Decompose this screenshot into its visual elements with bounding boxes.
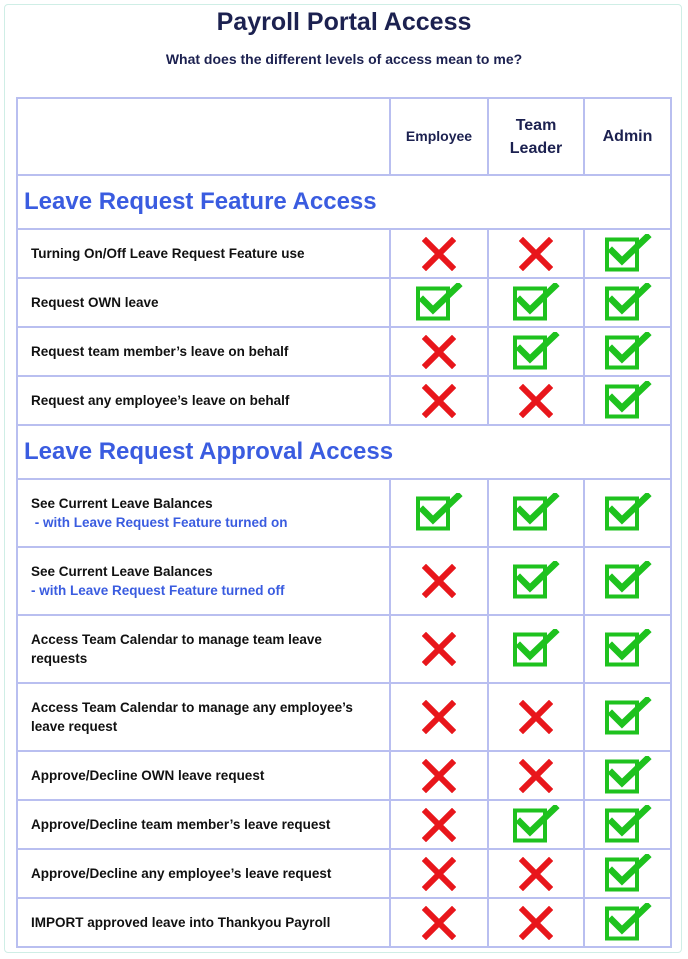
- table-row: [17, 479, 671, 547]
- check-icon: [604, 767, 652, 784]
- access-cell-team-leader: [488, 479, 584, 547]
- check-icon: [604, 392, 652, 409]
- feature-cell: [17, 327, 390, 376]
- feature-label: See Current Leave Balances: [31, 496, 213, 511]
- access-cell-team-leader: [488, 547, 584, 615]
- access-cell-admin: [584, 547, 671, 615]
- table-row: [17, 849, 671, 898]
- cross-icon: [422, 708, 456, 725]
- table-row: [17, 547, 671, 615]
- feature-note: - with Leave Request Feature turned off: [31, 583, 285, 598]
- table-row: [17, 229, 671, 278]
- header-row: [17, 98, 671, 175]
- access-cell-employee: [390, 327, 488, 376]
- cross-icon: [519, 245, 553, 262]
- table-row: [17, 683, 671, 751]
- feature-label: Request any employee’s leave on behalf: [31, 393, 290, 408]
- cross-icon: [422, 914, 456, 931]
- access-cell-team-leader: [488, 800, 584, 849]
- access-cell-employee: [390, 479, 488, 547]
- feature-cell: [17, 376, 390, 425]
- feature-label: Request team member’s leave on behalf: [31, 344, 289, 359]
- column-header-admin: Admin: [584, 98, 671, 175]
- access-cell-employee: [390, 278, 488, 327]
- feature-cell: [17, 849, 390, 898]
- check-icon: [512, 504, 560, 521]
- feature-cell: [17, 898, 390, 947]
- access-cell-team-leader: [488, 376, 584, 425]
- feature-note: - with Leave Request Feature turned on: [31, 515, 288, 530]
- cross-icon: [422, 767, 456, 784]
- access-cell-admin: [584, 479, 671, 547]
- access-cell-team-leader: [488, 327, 584, 376]
- check-icon: [512, 640, 560, 657]
- check-icon: [512, 294, 560, 311]
- access-cell-employee: [390, 898, 488, 947]
- table-row: [17, 376, 671, 425]
- column-header-team-leader-line2: Leader: [509, 139, 563, 157]
- cross-icon: [519, 708, 553, 725]
- page-title: Payroll Portal Access: [216, 8, 472, 36]
- access-cell-team-leader: [488, 278, 584, 327]
- access-cell-admin: [584, 278, 671, 327]
- feature-cell: [17, 479, 390, 547]
- access-cell-admin: [584, 849, 671, 898]
- cross-icon: [422, 865, 456, 882]
- access-cell-team-leader: [488, 751, 584, 800]
- section-header-row: [17, 175, 671, 229]
- cross-icon: [519, 392, 553, 409]
- access-cell-team-leader: [488, 849, 584, 898]
- feature-cell: [17, 751, 390, 800]
- table-row: [17, 751, 671, 800]
- access-cell-team-leader: [488, 898, 584, 947]
- cross-icon: [422, 245, 456, 262]
- access-cell-admin: [584, 683, 671, 751]
- cross-icon: [422, 392, 456, 409]
- feature-label: Approve/Decline OWN leave request: [31, 768, 265, 783]
- feature-cell: [17, 683, 390, 751]
- access-cell-admin: [584, 800, 671, 849]
- check-icon: [415, 294, 463, 311]
- access-cell-team-leader: [488, 229, 584, 278]
- table-row: [17, 898, 671, 947]
- check-icon: [512, 343, 560, 360]
- section-header-row: [17, 425, 671, 479]
- check-icon: [604, 914, 652, 931]
- access-cell-admin: [584, 376, 671, 425]
- check-icon: [512, 572, 560, 589]
- table-row: [17, 800, 671, 849]
- cross-icon: [519, 865, 553, 882]
- access-cell-employee: [390, 229, 488, 278]
- check-icon: [604, 294, 652, 311]
- access-cell-admin: [584, 751, 671, 800]
- check-icon: [512, 816, 560, 833]
- cross-icon: [422, 343, 456, 360]
- column-header-employee: Employee: [390, 98, 488, 175]
- check-icon: [604, 572, 652, 589]
- check-icon: [604, 343, 652, 360]
- column-header-team-leader-line1: Team: [515, 116, 557, 134]
- access-cell-employee: [390, 800, 488, 849]
- check-icon: [604, 816, 652, 833]
- cross-icon: [422, 640, 456, 657]
- table-row: [17, 327, 671, 376]
- table-row: [17, 615, 671, 683]
- access-cell-team-leader: [488, 615, 584, 683]
- access-cell-employee: [390, 683, 488, 751]
- access-cell-admin: [584, 898, 671, 947]
- feature-label: Turning On/Off Leave Request Feature use: [31, 246, 305, 261]
- header-blank-cell: [17, 98, 390, 175]
- cross-icon: [519, 767, 553, 784]
- feature-cell: [17, 547, 390, 615]
- cross-icon: [519, 914, 553, 931]
- page-subtitle: What does the different levels of access mean to me?: [165, 51, 523, 67]
- check-icon: [604, 640, 652, 657]
- section-title: Leave Request Feature Access: [17, 175, 671, 229]
- access-table: [16, 97, 672, 948]
- feature-cell: [17, 278, 390, 327]
- access-cell-employee: [390, 849, 488, 898]
- cross-icon: [422, 816, 456, 833]
- cross-icon: [422, 572, 456, 589]
- feature-label: Approve/Decline team member’s leave request: [31, 817, 331, 832]
- check-icon: [604, 865, 652, 882]
- section-title: Leave Request Approval Access: [17, 425, 671, 479]
- table-row: [17, 278, 671, 327]
- feature-label: Request OWN leave: [31, 295, 159, 310]
- feature-label: Access Team Calendar to manage team leave requests: [31, 632, 322, 666]
- access-cell-team-leader: [488, 683, 584, 751]
- access-cell-admin: [584, 327, 671, 376]
- access-cell-employee: [390, 376, 488, 425]
- access-cell-admin: [584, 615, 671, 683]
- feature-label: See Current Leave Balances: [31, 564, 213, 579]
- access-cell-employee: [390, 751, 488, 800]
- check-icon: [415, 504, 463, 521]
- check-icon: [604, 504, 652, 521]
- access-cell-employee: [390, 547, 488, 615]
- check-icon: [604, 708, 652, 725]
- feature-cell: [17, 800, 390, 849]
- check-icon: [604, 245, 652, 262]
- feature-cell: [17, 229, 390, 278]
- access-cell-employee: [390, 615, 488, 683]
- feature-label: Access Team Calendar to manage any employee’s leave request: [31, 700, 353, 734]
- feature-label: IMPORT approved leave into Thankyou Payroll: [31, 915, 331, 930]
- column-header-team-leader: [488, 98, 584, 175]
- feature-cell: [17, 615, 390, 683]
- feature-label: Approve/Decline any employee’s leave request: [31, 866, 332, 881]
- access-cell-admin: [584, 229, 671, 278]
